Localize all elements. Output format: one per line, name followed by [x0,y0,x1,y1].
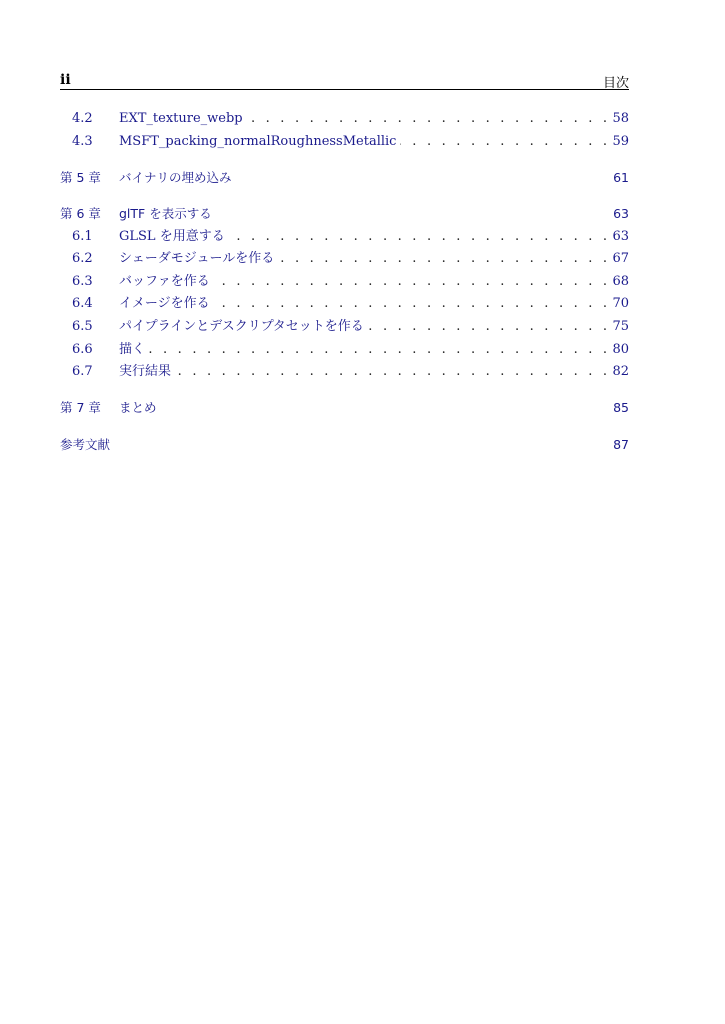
section-title[interactable]: 実行結果 [119,361,175,384]
page-ref[interactable]: 75 [606,316,629,339]
toc-entry-6-2[interactable] [60,248,629,271]
section-number: 6.1 [72,228,93,244]
toc-references[interactable] [60,434,629,457]
section-number: 6.4 [72,296,93,312]
toc-entry-6-7[interactable] [60,361,629,384]
section-title[interactable]: GLSL を用意する [119,226,229,249]
page-ref[interactable]: 63 [606,226,629,249]
page-ref[interactable]: 59 [606,131,629,154]
toc-entry-6-1[interactable] [60,226,629,249]
chapter-number: 第 6 章 [60,205,101,221]
spacer [60,420,629,434]
section-number: 6.3 [72,273,93,289]
toc-chapter-7[interactable] [60,397,629,420]
chapter-title[interactable]: glTF を表示する [119,203,216,226]
chapter-title[interactable]: バイナリの埋め込み [119,167,236,190]
spacer [60,153,629,167]
page-ref[interactable]: 82 [606,361,629,384]
running-title: 目次 [602,76,629,91]
page-ref[interactable]: 80 [606,339,629,362]
section-title[interactable]: バッファを作る [119,271,214,294]
section-number: 6.5 [72,318,93,334]
toc-chapter-5[interactable] [60,167,629,190]
header-rule [60,89,629,90]
section-title[interactable]: シェーダモジュールを作る [119,248,278,271]
page-number: ii [60,72,71,88]
page-ref[interactable]: 58 [606,108,629,131]
toc-entry-6-4[interactable] [60,293,629,316]
page-ref[interactable]: 87 [607,434,629,457]
chapter-number: 第 7 章 [60,400,101,416]
dot-leader [119,339,607,362]
page-ref[interactable]: 67 [606,248,629,271]
page-ref[interactable]: 61 [607,167,629,190]
toc-entry-6-6[interactable] [60,339,629,362]
toc-entry-6-3[interactable] [60,271,629,294]
page-ref[interactable]: 70 [606,293,629,316]
dot-leader [119,361,607,384]
page-ref[interactable]: 63 [607,203,629,226]
section-number: 4.2 [72,111,93,126]
references-title[interactable]: 参考文献 [60,436,111,452]
page-header [60,72,629,90]
toc-chapter-6[interactable] [60,203,629,226]
section-number: 6.2 [72,251,93,267]
section-title[interactable]: イメージを作る [119,293,214,316]
section-title[interactable]: MSFT_packing_normalRoughnessMetallic [119,131,400,154]
section-number: 6.7 [72,364,93,380]
page-ref[interactable]: 68 [606,271,629,294]
toc-entry-6-5[interactable] [60,316,629,339]
section-number: 6.6 [72,341,93,357]
section-title[interactable]: パイプラインとデスクリプタセットを作る [119,316,368,339]
table-of-contents [60,108,629,456]
toc-entry-4-2[interactable] [60,108,629,131]
section-number: 4.3 [72,133,93,149]
page-ref[interactable]: 85 [607,397,629,420]
chapter-title[interactable]: まとめ [119,397,161,420]
spacer [60,384,629,398]
spacer [60,189,629,203]
section-title[interactable]: 描く [119,339,149,362]
toc-entry-4-3[interactable] [60,131,629,154]
section-title[interactable]: EXT_texture_webp [119,108,247,131]
chapter-number: 第 5 章 [60,169,101,185]
